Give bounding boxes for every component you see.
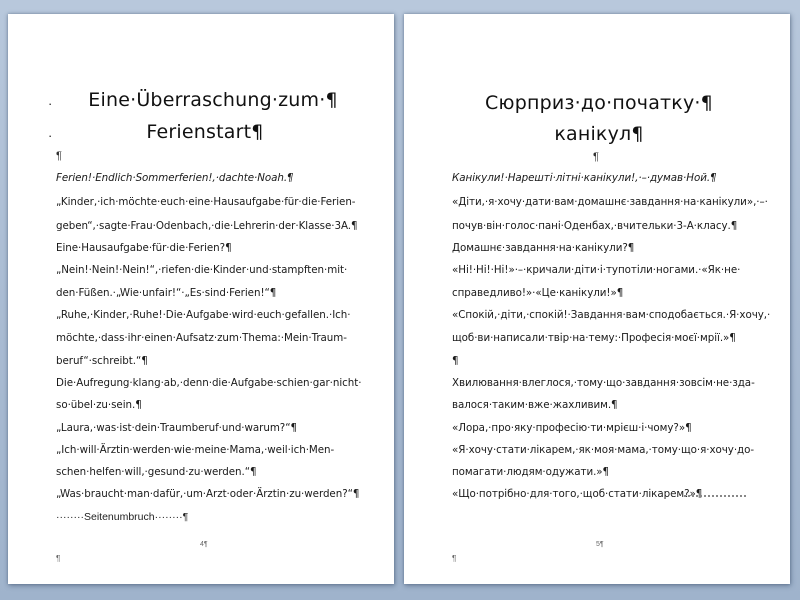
page-number: 4¶ — [200, 541, 208, 548]
text-line: Die·Aufregung·klang·ab,·denn·die·Aufgabe·schien·gar·nicht· — [56, 377, 362, 389]
empty-paragraph-mark: ¶ — [56, 150, 62, 162]
text-line: möchte,·dass·ihr·einen·Aufsatz·zum·Thema:·Mein·Traum- — [56, 332, 347, 344]
text-line: справедливо!»·«Це·канікули!»¶ — [452, 287, 624, 299]
title-line-1: Eine·Überraschung·zum·¶ — [88, 89, 338, 111]
text-line: „Nein!·Nein!·Nein!“,·riefen·die·Kinder·und·stampften·mit· — [56, 264, 348, 276]
footer-paragraph-mark: ¶ — [452, 554, 457, 563]
text-line: „Was·braucht·man·dafür,·um·Arzt·oder·Ärztin·zu·werden?“¶ — [56, 488, 360, 500]
text-line: „Ich·will·Ärztin·werden·wie·meine·Mama,·weil·ich·Men- — [56, 444, 335, 456]
text-line: den·Füßen.·„Wie·unfair!“·„Es·sind·Ferien!“¶ — [56, 287, 277, 299]
empty-paragraph-mark: ¶ — [593, 151, 599, 163]
text-line: so·übel·zu·sein.¶ — [56, 399, 142, 411]
footer-paragraph-mark: ¶ — [56, 554, 61, 563]
text-line: Хвилювання·влеглося,·тому·що·завдання·зовсім·не·зда- — [452, 377, 755, 389]
title-line-2: Ferienstart¶ — [146, 121, 264, 143]
page-break-marker: ········Seitenumbruch········¶ — [56, 511, 189, 523]
title-line-2: канікул¶ — [554, 123, 644, 145]
text-line: Eine·Hausaufgabe·für·die·Ferien?¶ — [56, 242, 232, 254]
bullet-marker: · — [48, 128, 53, 143]
text-line: «Спокій,·діти,·спокій!·Завдання·вам·сподобається.·Я·хочу,· — [452, 309, 771, 321]
text-line: «Я·хочу·стати·лікарем,·як·моя·мама,·тому·що·я·хочу·до- — [452, 444, 755, 456]
text-line: валося·таким·вже·жахливим.¶ — [452, 399, 618, 411]
page-number: 5¶ — [596, 541, 604, 548]
text-line: щоб·ви·написали·твір·на·тему:·Професія·моєї·мрії.»¶ — [452, 332, 736, 344]
title-line-1: Сюрприз·до·початку·¶ — [485, 92, 713, 114]
text-line: почув·він·голос·пані·Оденбах,·вчительки·3-А·класу.¶ — [452, 220, 738, 232]
bullet-marker: · — [48, 96, 53, 111]
text-line: «Діти,·я·хочу·дати·вам·домашнє·завдання·на·канікули»,·–· — [452, 196, 768, 208]
page-break-dotted-line — [684, 495, 746, 497]
text-line: schen·helfen·will,·gesund·zu·werden.“¶ — [56, 466, 257, 478]
text-line: „Ruhe,·Kinder,·Ruhe!·Die·Aufgabe·wird·euch·gefallen.·Ich· — [56, 309, 351, 321]
text-line: beruf“·schreibt.“¶ — [56, 355, 148, 367]
text-line: помагати·людям·одужати.»¶ — [452, 466, 610, 478]
document-page-left — [8, 14, 394, 584]
text-line: «Ні!·Ні!·Ні!»·–·кричали·діти·і·тупотіли·ногами.·«Як·не· — [452, 264, 741, 276]
text-line: geben“,·sagte·Frau·Odenbach,·die·Lehrerin·der·Klasse·3A.¶ — [56, 220, 358, 232]
text-line: Канікули!·Нарешті·літні·канікули!,·–·думав·Ной.¶ — [452, 172, 717, 184]
text-line: «Що·потрібно·для·того,·щоб·стати·лікарем?»¶ — [452, 488, 703, 500]
text-line: «Лора,·про·яку·професію·ти·мрієш·і·чому?»¶ — [452, 422, 692, 434]
text-line: „Laura,·was·ist·dein·Traumberuf·und·warum?“¶ — [56, 422, 298, 434]
text-line: ¶ — [452, 355, 459, 367]
text-line: „Kinder,·ich·möchte·euch·eine·Hausaufgabe·für·die·Ferien- — [56, 196, 356, 208]
document-page-right — [404, 14, 790, 584]
text-line: Ferien!·Endlich·Sommerferien!,·dachte·Noah.¶ — [56, 172, 294, 184]
text-line: Домашнє·завдання·на·канікули?¶ — [452, 242, 635, 254]
